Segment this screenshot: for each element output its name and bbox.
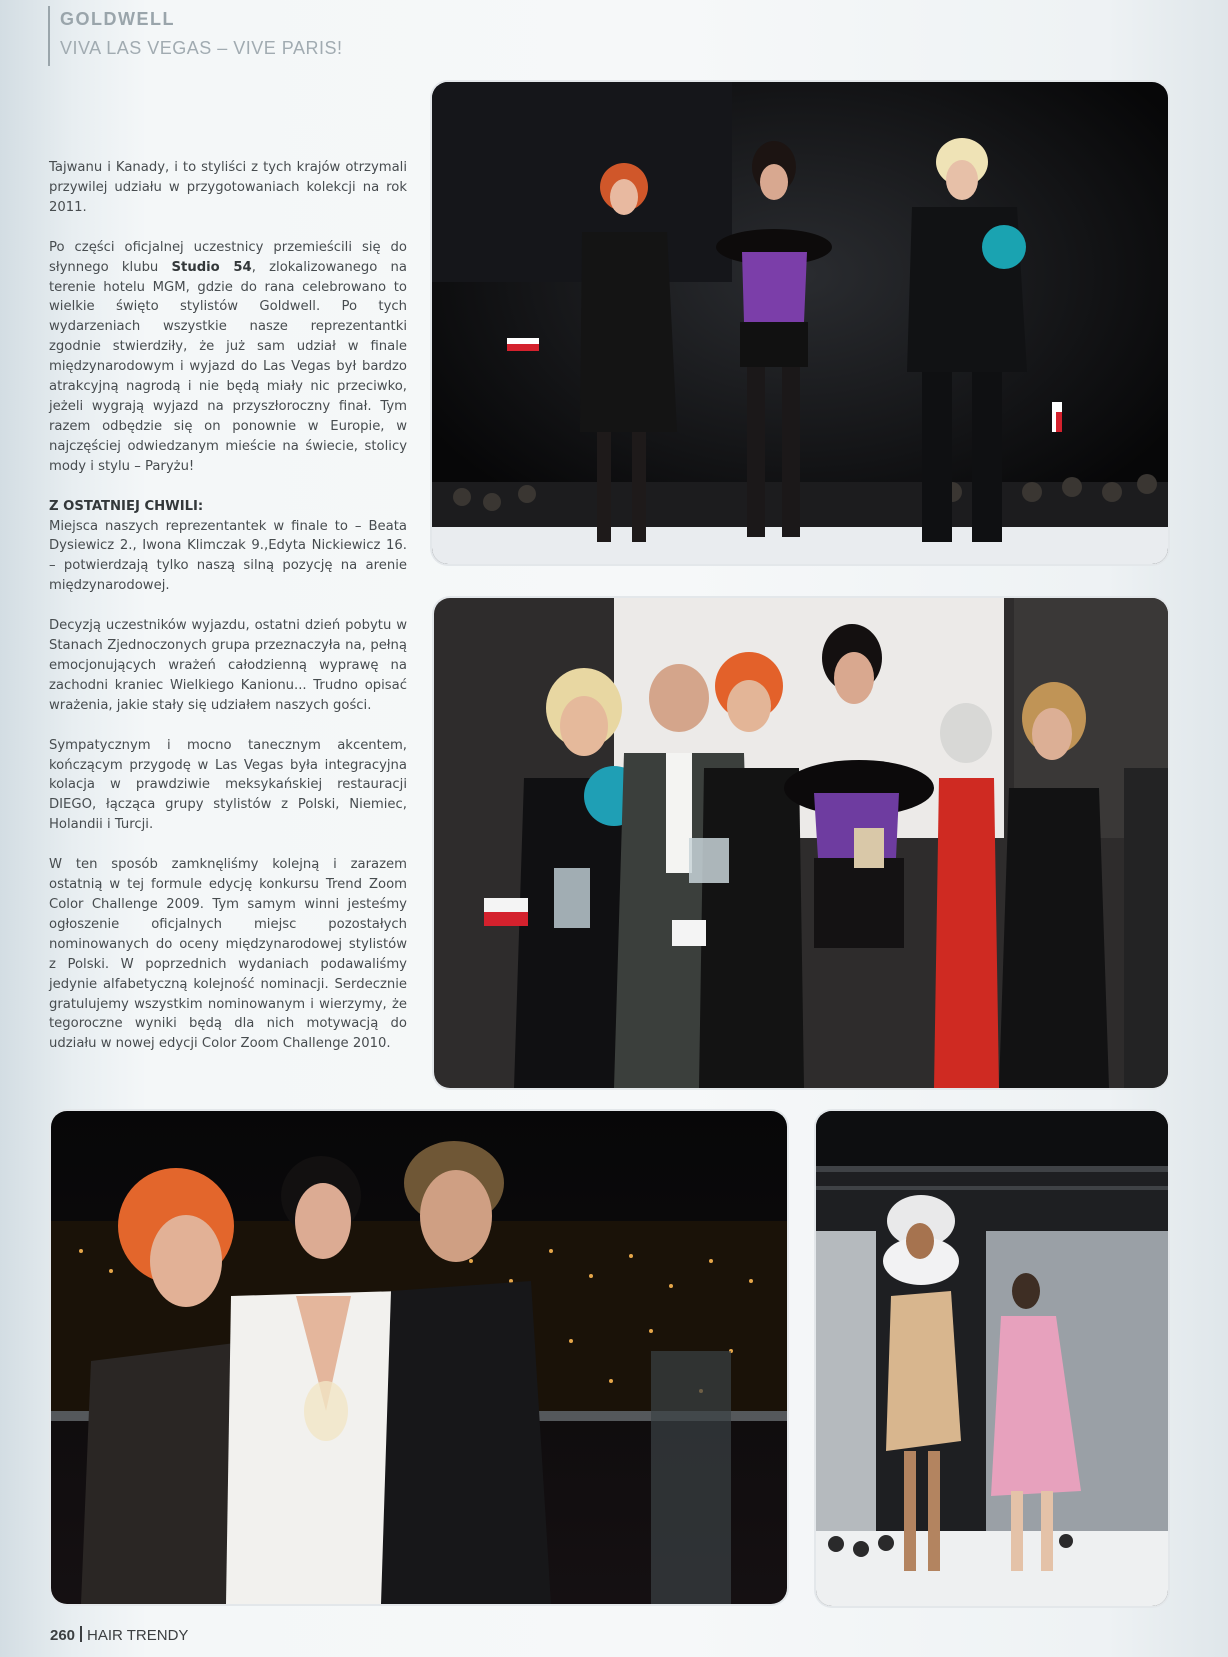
article-subtitle: VIVA LAS VEGAS – VIVE PARIS! bbox=[60, 38, 343, 58]
late-news-heading: Z OSTATNIEJ CHWILI: bbox=[49, 498, 204, 514]
paragraph-5: Sympatycznym i mocno tanecznym akcentem, kończącym przygodę w Las Vegas była integracyjna kolacja w prawdziwie meksykańskiej restauracji DIEGO, łącząca grupy stylistów z Polski, Niemiec, Holandii i Turcji. bbox=[49, 737, 407, 833]
paragraph-3: Miejsca naszych reprezentantek w finale to – Beata Dysiewicz 2., Iwona Klimczak 9.,Edyta Nickiewicz 16. – potwierdzają tylko naszą silną pozycję na arenie międzynarodowej. bbox=[49, 518, 407, 594]
page-number: 260 bbox=[50, 1627, 76, 1644]
photo-vegas-night bbox=[51, 1111, 787, 1604]
photo-award-winners bbox=[434, 598, 1168, 1088]
photo-catwalk-show bbox=[816, 1111, 1168, 1606]
header-rule bbox=[48, 6, 50, 66]
photo-runway-models bbox=[432, 82, 1168, 564]
club-name: Studio 54 bbox=[171, 259, 252, 275]
page-footer bbox=[50, 1626, 188, 1644]
paragraph-1: Tajwanu i Kanady, i to styliści z tych krajów otrzymali przywilej udziału w przygotowaniach kolekcji na rok 2011. bbox=[49, 160, 407, 215]
paragraph-6: W ten sposób zamknęliśmy kolejną i zarazem ostatnią w tej formule edycję konkursu Trend Zoom Color Challenge 2009. Tym samym winni jesteśmy ogłoszenie oficjalnych miejsc pozostałych nominowanych do oceny międzynarodowej stylistów z Polski. W poprzednich wydaniach podawaliśmy jedynie alfabetyczną kolejność nominacji. Serdecznie gratulujemy wszystkim nominowanym i wierzymy, że tegoroczne wyniki będą dla nich motywacją do udziału w nowej edycji Color Zoom Challenge 2010. bbox=[49, 857, 407, 1052]
paragraph-4: Decyzją uczestników wyjazdu, ostatni dzień pobytu w Stanach Zjednoczonych grupa przeznaczyła na, pełną emocjonujących wrażeń całodzienną wyprawę na zachodni kraniec Wielkiego Kanionu... Trudno opisać wrażenia, jakie stały się udziałem naszych gości. bbox=[49, 618, 407, 713]
brand-name: GOLDWELL bbox=[60, 9, 175, 29]
magazine-name: HAIR TRENDY bbox=[87, 1627, 189, 1644]
footer-divider bbox=[80, 1626, 82, 1642]
article-column bbox=[49, 158, 407, 1074]
paragraph-2: Po części oficjalnej uczestnicy przemieścili się do słynnego klubu Studio 54, zlokalizowanego na terenie hotelu MGM, gdzie do rana celebrowano to wielkie święto stylistów Goldwell. Po tych wydarzeniach wszystkie nasze reprezentantki zgodnie stwierdziły, że już sam udział w finale międzynarodowym i wyjazd do Las Vegas był bardzo atrakcyjną nagrodą i nie będą miały nic przeciwko, jeżeli wygrają wyjazd na przyszłoroczny finał. Tym razem odbędzie się on ponownie w Europie, w najczęściej odwiedzanym mieście na świecie, stolicy mody i stylu – Paryżu! bbox=[49, 239, 407, 474]
